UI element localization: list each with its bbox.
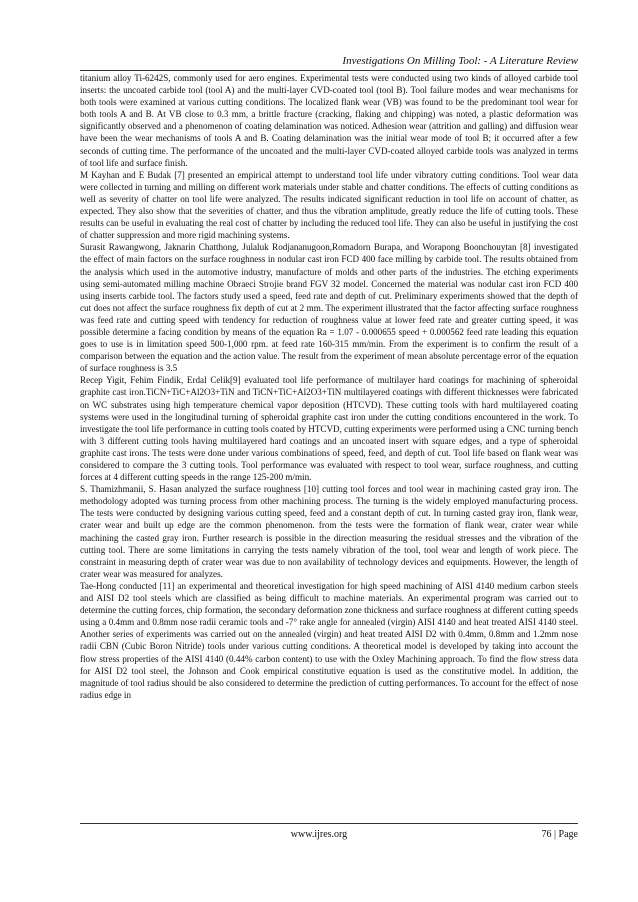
body-text (80, 72, 578, 701)
running-header: Investigations On Milling Tool: - A Literature Review (342, 55, 578, 67)
footer-url: www.ijres.org (290, 829, 348, 840)
paragraph-titanium-alloy: titanium alloy Ti-6242S, commonly used for aero engines. Experimental tests were conducted using two kinds of alloyed carbide tool inserts: the uncoated carbide tool (tool A) and the multi-layer CVD-coated tool (tool B). Tool failure modes and wear mechanisms for both tools were examined at various cutting conditions. The localized flank wear (VB) was found to be the predominant tool wear for both tools A and B. At VB close to 0.3 mm, a brittle fracture (cracking, flaking and chipping) was noted, a plastic deformation was significantly observed and a phenomenon of coating delamination was noticed. Adhesion wear (attrition and galling) and diffusion wear have been the wear mechanisms of tools A and B. Coating delamination was the initial wear mode of tool B; it occurred after a few seconds of cutting time. The performance of the uncoated and the multi-layer CVD-coated alloyed carbide tools was analyzed in terms of tool life and surface finish. (80, 73, 578, 168)
footer-divider (80, 823, 578, 824)
paragraph-thamizhmanii: S. Thamizhmanii, S. Hasan analyzed the surface roughness [10] cutting tool forces and tool wear in machining casted gray iron. The methodology adopted was turning process from other machining process. The turning is the widely employed manufacturing process. The tests were conducted by designing various cutting speed, feed and a constant depth of cut. In turning casted gray iron, flank wear, crater wear and built up edge are the common phenomenon. from the tests were the formation of flank wear, crater wear while machining the casted gray iron. Further research is possible in the direction measuring the residual stresses and the vibration of the cutting tool. There are some limitations in carrying the tests namely vibration of the tool, tool wear and length of work piece. The constraint in measuring depth of crater wear was due to non availability of technology devices and equipments. However, the length of crater wear was measured for analyzes. (80, 484, 578, 579)
header-divider (80, 70, 578, 71)
paragraph-rawangwong: Surasit Rawangwong, Jaknarin Chatthong, Julaluk Rodjananugoon,Romadorn Burapa, and Worapong Boonchouytan [8] investigated the effect of main factors on the surface roughness in nodular cast iron FCD 400 face milling by carbide tool. The results obtained from the analysis which used in the automotive industry, manufacture of molds and other parts of the industries. The etching experiments using semi-automated milling machine Obraeci Strojie brand FGV 32 model. Concerned the material was nodular cast iron FCD 400 using inserts carbide tool. The factors study used a speed, feed rate and depth of cut. Preliminary experiments showed that the depth of cut does not affect the surface roughness fix depth of cut at 2 mm. The experiment illustrated that the factor affecting surface roughness was feed rate and cutting speed with tendency for reduction of roughness value at lower feed rate and greater cutting speed, it was possible determine a facing condition by means of the equation Ra = 1.07 - 0.000655 speed + 0.000562 feed rate leading this equation goes to use is in limitation speed 500-1,000 rpm. at feed rate 160-315 mm/min. From the experiment is to confirm the result of a comparison between the equation and the action value. The result from the experiment of mean absolute percentage error of the equation of surface roughness is 3.5 (80, 242, 578, 374)
page-number: 76 | Page (541, 829, 578, 840)
paragraph-tae-hong: Tae-Hong conducted [11] an experimental and theoretical investigation for high speed machining of AISI 4140 medium carbon steels and AISI D2 tool steels which are classified as being difficult to machine materials. An experimental program was carried out to determine the cutting forces, chip formation, the secondary deformation zone thickness and surface roughness at different cutting speeds using a 0.4mm and 0.8mm nose radii ceramic tools and -7° rake angle for annealed (virgin) AISI 4140 and heat treated AISI 4140 steel. Another series of experiments was carried out on the annealed (virgin) and heat treated AISI D2 with 0.4mm, 0.8mm and 1.2mm nose radii CBN (Cubic Boron Nitride) tools under various cutting conditions. A theoretical model is developed by taking into account the flow stress properties of the AISI 4140 (0.44% carbon content) to use with the Oxley Machining approach. To find the flow stress data for AISI D2 tool steel, the Johnson and Cook empirical constitutive equation is used as the constitutive model. In addition, the magnitude of tool radius should be also considered to determine the prediction of cutting performances. To account for the effect of nose radius edge in (80, 580, 578, 700)
paragraph-kayhan-budak: M Kayhan and E Budak [7] presented an empirical attempt to understand tool life under vibratory cutting conditions. Tool wear data were collected in turning and milling on different work materials under stable and chatter conditions. The effects of cutting conditions as well as severity of chatter on tool life were analyzed. The results indicated significant reduction in tool life on account of chatter, as expected. They also show that the severities of chatter, and thus the vibration amplitude, greatly reduce the life of cutting tools. These results can be useful in evaluating the real cost of chatter by including the reduced tool life. They can also be useful in justifying the cost of chatter suppression and more rigid machining systems. (80, 169, 578, 241)
paragraph-yigit: Recep Yigit, Fehim Findik, Erdal Celik[9] evaluated tool life performance of multilayer hard coatings for machining of spheroidal graphite cast iron.TiCN+TiC+Al2O3+TiN and TiCN+TiC+Al2O3+TiN multilayered coatings with different thicknesses were fabricated on WC substrates using high temperature chemical vapor deposition (HTCVD). These cutting tools with hard multilayered coating systems were used in the longitudinal turning of spheroidal graphite cast iron under the cutting conditions encountered in the work. To investigate the tool life performance in cutting tools coated by HTCVD, cutting experiments were performed using a CNC turning bench with 3 different cutting tools having multilayered hard coatings and an uncoated insert with square edges, and a type of spheroidal graphite cast irons. The tests were done under various combinations of speed, feed, and depth of cut. Tool life based on flank wear was considered to compare the 3 cutting tools. Tool performance was evaluated with respect to tool wear, surface roughness, and cutting forces at 4 different cutting speeds in the range 125-200 m/min. (80, 375, 579, 483)
